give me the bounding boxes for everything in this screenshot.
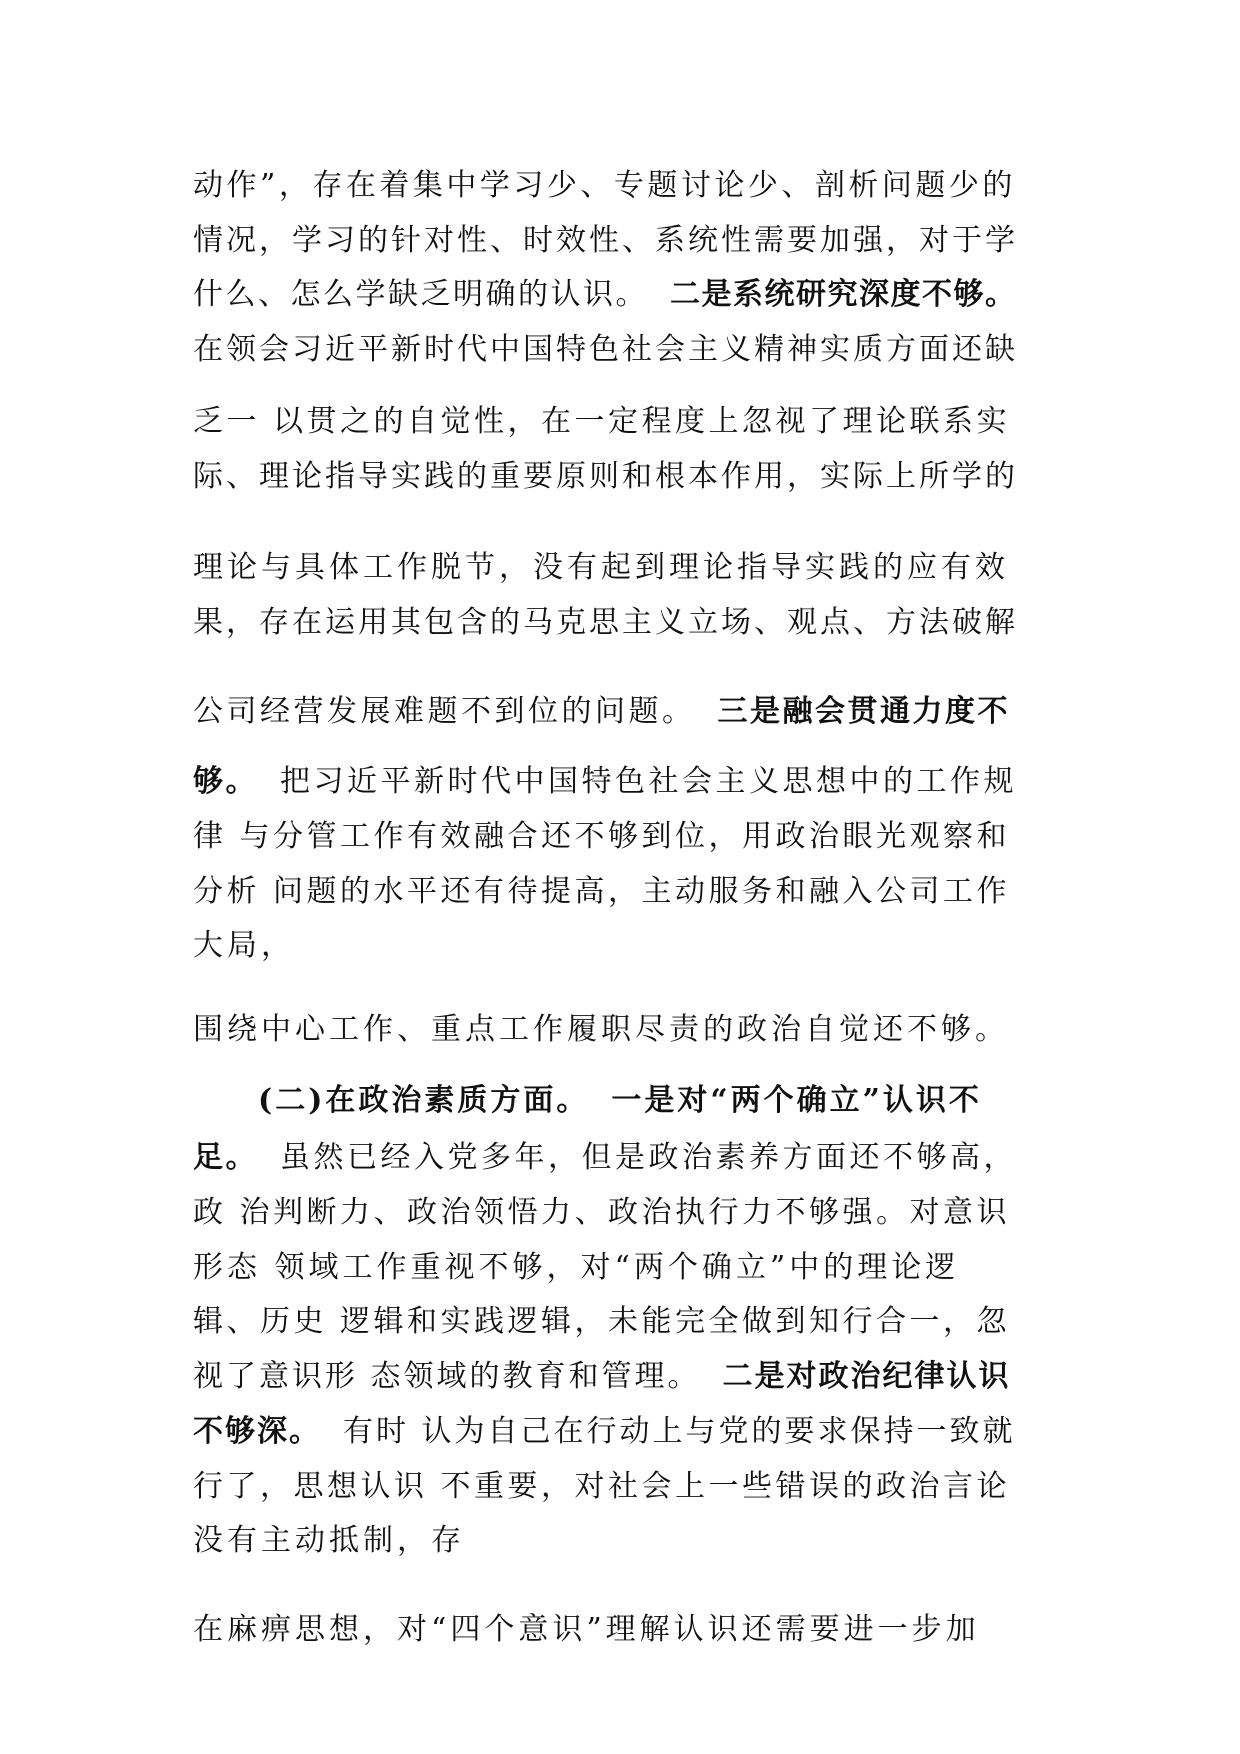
line-text: 公司经营发展难题不到位的问题。 [193, 694, 696, 729]
paragraph-line [193, 1355, 1011, 1399]
paragraph-line [193, 1246, 959, 1290]
line-text: 情况，学习的针对性、时效性、系统性需要加强，对于学 [193, 223, 1018, 258]
bold-heading: 一是对“两个确立”认识不 [611, 1083, 982, 1118]
line-text: 行了，思想认识 不重要，对社会上一些错误的政治言论 [193, 1469, 1011, 1504]
line-text: 分析 问题的水平还有待提高，主动服务和融入公司工作 [193, 874, 1011, 909]
bold-heading: 不够深。 [193, 1414, 321, 1449]
line-text: 虽然已经入党多年，但是政治素养方面还不够高， [280, 1140, 1017, 1175]
paragraph-line [193, 1300, 1010, 1344]
bold-heading: 二是对政治纪律认识 [722, 1359, 1011, 1394]
line-text: 大局， [193, 928, 295, 963]
bold-heading: 三是融会贯通力度不 [717, 694, 1010, 729]
paragraph-line [193, 219, 1018, 263]
paragraph-line [193, 164, 1016, 208]
line-text: 际、理论指导实践的重要原则和根本作用，实际上所学的 [193, 459, 1018, 494]
line-text: 果，存在运用其包含的马克思主义立场、观点、方法破解 [193, 605, 1018, 640]
line-text: 动作”，存在着集中学习少、专题讨论少、剖析问题少的 [193, 168, 1016, 203]
section-heading-line [258, 1079, 982, 1123]
bold-heading: 二是系统研究深度不够。 [670, 277, 1017, 312]
paragraph-line [193, 1608, 980, 1652]
paragraph-line [193, 924, 295, 968]
bold-heading: 足。 [193, 1140, 258, 1175]
line-text: 理论与具体工作脱节，没有起到理论指导实践的应有效 [193, 550, 1009, 585]
paragraph-line [193, 1136, 1017, 1180]
paragraph-line [193, 400, 1010, 444]
paragraph-line [193, 1465, 1010, 1509]
line-text: 视了意识形 态领域的教育和管理。 [193, 1359, 701, 1394]
paragraph-line [193, 455, 1018, 499]
line-text: 律 与分管工作有效融合还不够到位，用政治眼光观察和 [193, 819, 1011, 854]
paragraph-line [193, 760, 1017, 804]
paragraph-line [193, 1410, 1016, 1454]
line-text: 政 治判断力、政治领悟力、政治执行力不够强。对意识 [193, 1195, 1011, 1230]
line-text: 把习近平新时代中国特色社会主义思想中的工作规 [280, 764, 1017, 799]
paragraph-line [193, 546, 1009, 590]
paragraph-line [193, 273, 1017, 317]
paragraph-line [193, 870, 1010, 914]
line-text: 什么、怎么学缺乏明确的认识。 [193, 277, 648, 312]
paragraph-line [193, 328, 1018, 372]
line-text: 乏一 以贯之的自觉性，在一定程度上忽视了理论联系实 [193, 404, 1011, 439]
paragraph-line [193, 815, 1010, 859]
paragraph-line [193, 601, 1018, 645]
paragraph-line [193, 690, 1010, 734]
line-text: 有时 认为自己在行动上与党的要求保持一致就 [343, 1414, 1016, 1449]
bold-heading: 够。 [193, 764, 258, 799]
line-text: 没有主动抵制，存 [193, 1523, 465, 1558]
line-text: 围绕中心工作、重点工作履职尽责的政治自觉还不够。 [193, 1012, 1009, 1047]
section-heading: (二)在政治素质方面。 [258, 1083, 590, 1118]
paragraph-line [193, 1008, 1009, 1052]
line-text: 形态 领域工作重视不够，对“两个确立”中的理论逻 [193, 1250, 960, 1285]
line-text: 辑、历史 逻辑和实践逻辑，未能完全做到知行合一，忽 [193, 1304, 1011, 1339]
line-text: 在领会习近平新时代中国特色社会主义精神实质方面还缺 [193, 332, 1018, 367]
paragraph-line [193, 1191, 1010, 1235]
paragraph-line [193, 1519, 465, 1563]
line-text: 在麻痹思想，对“四个意识”理解认识还需要进一步加 [193, 1612, 980, 1647]
